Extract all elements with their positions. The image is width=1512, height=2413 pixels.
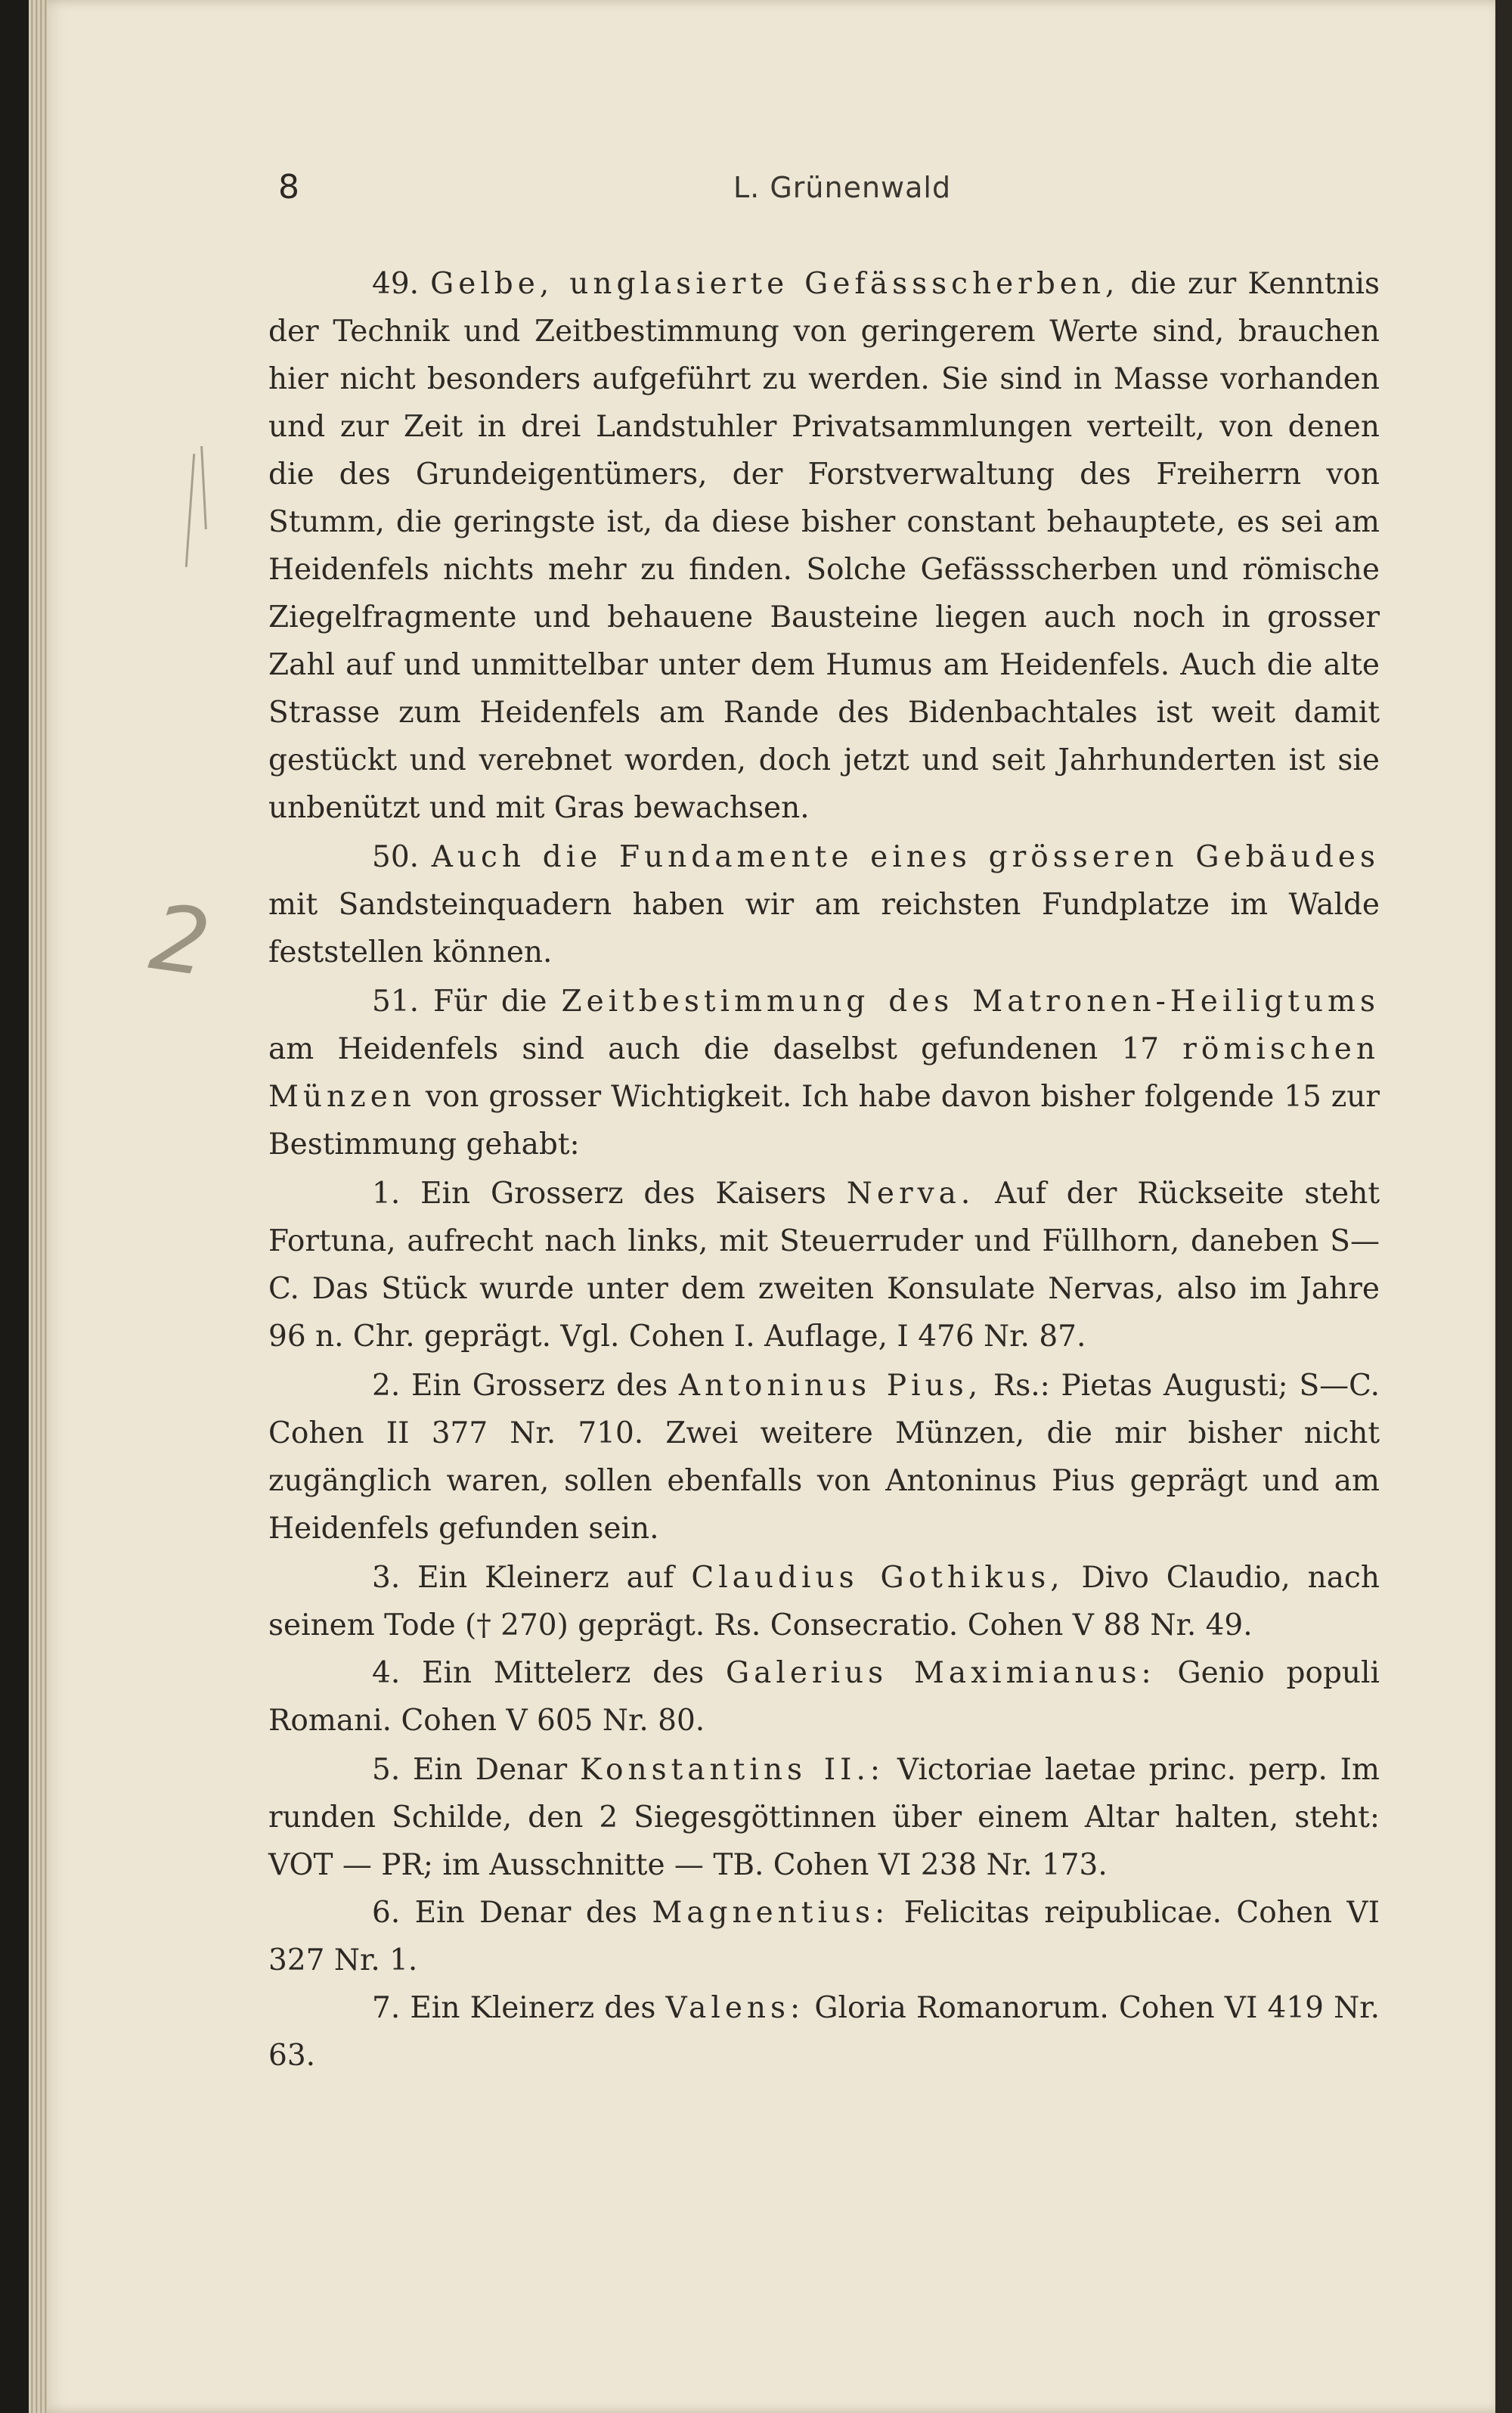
paragraph-text: die zur Kenntnis der Technik und Zeitbestimmung von geringerem Werte sind, brauchen hier nicht besonders aufgeführt zu werden. Sie sind in Masse vorhanden und zur Zeit in drei Landstuhler Privatsammlungen verteilt, von denen die des Grundeigentümers, der Forstverwaltung des Freiherrn von Stumm, die geringste ist, da diese bisher constant behauptete, es sei am Heidenfels nichts mehr zu finden. Solche Gefässscherben und römische Ziegelfragmente und behauene Bausteine liegen auch noch in grosser Zahl auf und unmittelbar unter dem Humus am Heidenfels. Auch die alte Strasse zum Heidenfels am Rande des Bidenbachtales ist weit damit gestückt und verebnet worden, doch jetzt und seit Jahrhunderten ist sie unbenützt und mit Gras bewachsen. — [268, 267, 1380, 825]
coin-entry-5 — [268, 1746, 1380, 1889]
coin-text: Felicitas reipublicae. Cohen VI 327 Nr. 1. — [268, 1896, 1380, 1977]
coin-lead: 5. Ein Denar — [372, 1753, 580, 1787]
page-number: 8 — [278, 168, 299, 206]
body-text — [268, 260, 1380, 2080]
spaced-emphasis: Nerva. — [846, 1177, 975, 1211]
coin-lead: 4. Ein Mittelerz des — [372, 1656, 726, 1690]
running-head — [0, 168, 1512, 213]
book-binding-edge — [1495, 0, 1512, 2413]
spaced-emphasis: Galerius Maximianus: — [725, 1656, 1156, 1690]
coin-entry-6 — [268, 1889, 1380, 1984]
coin-lead: 7. Ein Kleinerz des — [372, 1991, 666, 2025]
paragraph-number: 50. — [372, 840, 420, 874]
coin-entry-3 — [268, 1554, 1380, 1649]
coin-text: Victoriae laetae princ. perp. Im runden Schilde, den 2 Siegesgöttinnen über einem Altar halten, steht: VOT — PR; im Ausschnitte — TB. Cohen VI 238 Nr. 173. — [268, 1753, 1380, 1882]
coin-entry-4 — [268, 1649, 1380, 1745]
spaced-emphasis: Magnentius: — [652, 1896, 890, 1930]
coin-text: Rs.: Pietas Augusti; S—C. Cohen II 377 Nr. 710. Zwei weitere Münzen, die mir bisher nicht zugänglich waren, sollen ebenfalls von Antoninus Pius geprägt und am Heidenfels gefunden sein. — [268, 1369, 1380, 1546]
coin-text: Divo Claudio, nach seinem Tode († 270) geprägt. Rs. Consecratio. Cohen V 88 Nr. 49. — [268, 1561, 1380, 1642]
paragraph-text: Für die — [419, 985, 562, 1019]
coin-entry-7 — [268, 1984, 1380, 2080]
coin-entry-1 — [268, 1170, 1380, 1360]
margin-pencil-note: 2 — [144, 885, 216, 997]
paragraph-50 — [268, 833, 1380, 976]
spaced-emphasis: Zeitbestimmung des Matronen-Heiligtums — [561, 985, 1380, 1019]
paragraph-49 — [268, 260, 1380, 832]
spaced-emphasis: Auch die Fundamente eines grösseren Gebäudes — [431, 840, 1380, 874]
coin-text: Gloria Romanorum. Cohen VI 419 Nr. 63. — [268, 1991, 1380, 2073]
paragraph-text: von grosser Wichtigkeit. Ich habe davon bisher folgende 15 zur Bestimmung gehabt: — [268, 1080, 1380, 1162]
coin-lead: 1. Ein Grosserz des Kaisers — [372, 1177, 847, 1211]
paragraph-text: mit Sandsteinquadern haben wir am reichsten Fundplatze im Walde feststellen können. — [268, 888, 1380, 969]
paragraph-51 — [268, 978, 1380, 1168]
spaced-emphasis: Claudius Gothikus, — [691, 1561, 1064, 1595]
coin-lead: 3. Ein Kleinerz auf — [372, 1561, 692, 1595]
spaced-emphasis: Konstantins II.: — [579, 1753, 885, 1787]
coin-lead: 2. Ein Grosserz des — [372, 1369, 679, 1403]
running-title: L. Grünenwald — [733, 171, 952, 204]
spaced-emphasis: römischen Münzen — [268, 1032, 1380, 1114]
paragraph-number: 51. — [372, 985, 420, 1019]
coin-entry-2 — [268, 1362, 1380, 1552]
coin-text: Genio populi Romani. Cohen V 605 Nr. 80. — [268, 1656, 1380, 1738]
paragraph-text: am Heidenfels sind auch die daselbst gefundenen 17 — [268, 1032, 1183, 1066]
spaced-emphasis: Valens: — [665, 1991, 805, 2025]
spaced-emphasis: Gelbe, unglasierte Gefässscherben, — [430, 267, 1120, 301]
spaced-emphasis: Antoninus Pius, — [678, 1369, 983, 1403]
paragraph-number: 49. — [372, 267, 420, 301]
coin-lead: 6. Ein Denar des — [372, 1896, 652, 1930]
coin-text: Auf der Rückseite steht Fortuna, aufrecht nach links, mit Steuerruder und Füllhorn, daneben S—C. Das Stück wurde unter dem zweiten Konsulate Nervas, also im Jahre 96 n. Chr. geprägt. Vgl. Cohen I. Auflage, I 476 Nr. 87. — [268, 1177, 1380, 1354]
